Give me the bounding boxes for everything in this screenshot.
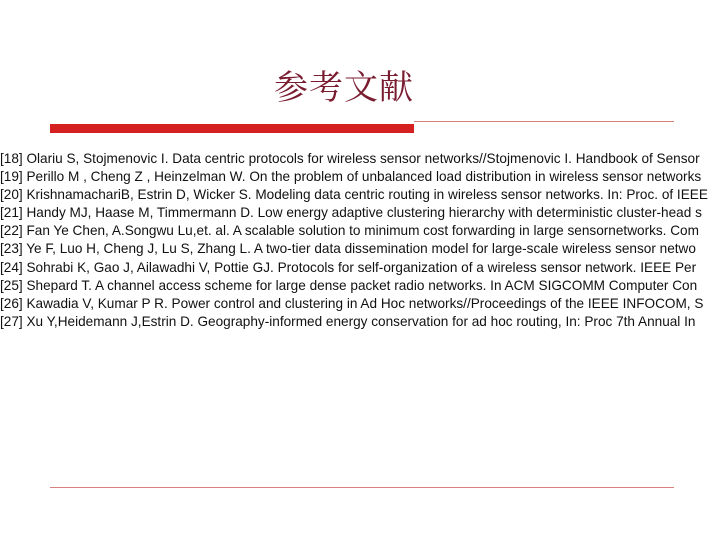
reference-list — [0, 150, 720, 331]
footer-rule-line — [50, 487, 674, 488]
title-rule-line — [414, 121, 674, 122]
reference-item: [25] Shepard T. A channel access scheme for large dense packet radio networks. In ACM SIGCOMM Computer Con — [0, 277, 698, 293]
slide-title: 参考文献 — [274, 68, 414, 108]
reference-item: [22] Fan Ye Chen, A.Songwu Lu,et. al. A scalable solution to minimum cost forwarding in large sensornetworks. Com — [0, 223, 699, 239]
reference-item: [26] Kawadia V, Kumar P R. Power control and clustering in Ad Hoc networks//Proceedings of the IEEE INFOCOM, S — [0, 295, 704, 311]
reference-item: [24] Sohrabi K, Gao J, Ailawadhi V, Pottie GJ. Protocols for self-organization of a wireless sensor network. IEEE Per — [0, 259, 697, 275]
reference-item: [18] Olariu S, Stojmenovic I. Data centric protocols for wireless sensor networks//Stojmenovic I. Handbook of Sensor — [0, 151, 700, 166]
reference-item: [19] Perillo M , Cheng Z , Heinzelman W. On the problem of unbalanced load distribution in wireless sensor networks — [0, 169, 702, 185]
reference-item: [23] Ye F, Luo H, Cheng J, Lu S, Zhang L. A two-tier data dissemination model for large-scale wireless sensor netwo — [0, 241, 696, 257]
reference-item: [20] KrishnamachariB, Estrin D, Wicker S. Modeling data centric routing in wireless sensor networks. In: Proc. of IEEE — [0, 187, 708, 203]
reference-item: [21] Handy MJ, Haase M, Timmermann D. Low energy adaptive clustering hierarchy with deterministic cluster-head s — [0, 205, 702, 221]
reference-item: [27] Xu Y,Heidemann J,Estrin D. Geography-informed energy conservation for ad hoc routing, In: Proc 7th Annual In — [0, 313, 696, 329]
title-accent-bar — [50, 124, 414, 133]
